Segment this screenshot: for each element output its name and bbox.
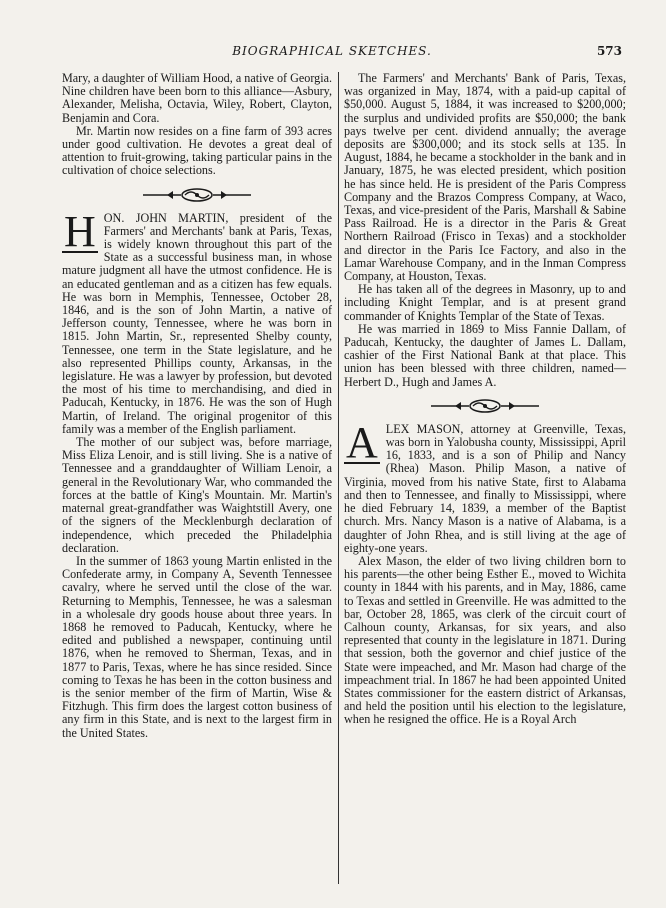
paragraph: Mary, a daughter of William Hood, a native of Georgia. Nine children have been born to this alliance—Asbury, Alexander, Melisha, Octavia, Wiley, Robert, Clayton, Benjamin and Cora. (62, 71, 333, 125)
subject-name: ON. JOHN MARTIN, (103, 211, 229, 225)
right-column (344, 72, 626, 727)
scroll-ornament-icon (137, 188, 257, 202)
paragraph: H ON. JOHN MARTIN, president of the Farmers' and Merchants' bank at Paris, Texas, is widely known throughout this part of the State as a successful business man, in whose mature judgment all have the utmost confidence. He is an educated gentleman and as a citizen has few equals. He was born in Memphis, Tennessee, October 28, 1846, and is the son of John Martin, a native of Jefferson county, Tennessee, where he was born in 1815. John Martin, Sr., represented Shelby county, Tennessee, one term in the State legislature, and he also represented Phillips county, Arkansas, in the legislature. He was a lawyer by profession, but devoted the most of his time to merchandising, and died in Paducah, Kentucky, in 1876. He was the son of Hugh Martin, of Ireland. The original progenitor of this family was a member of the English parliament. (62, 211, 332, 436)
subject-name: LEX MASON, (385, 422, 464, 436)
paragraph: The mother of our subject was, before marriage, Miss Eliza Lenoir, and is still living. She is a native of Tennessee and a granddaughter of William Lenoir, a general in the Revolutionary War, who commanded the forces at the battle of King's Mountain. Mr. Martin's maternal great-grandfather was Waightstill Avery, one of the signers of the Mecklenburgh declaration of independence, which preceded the Philadelphia declaration. (62, 435, 332, 555)
drop-cap: A (346, 422, 378, 467)
paragraph: In the summer of 1863 young Martin enlisted in the Confederate army, in Company A, Seventh Tennessee cavalry, where he served until the close of the war. Returning to Memphis, Tennessee, he was a salesman in a wholesale dry goods house about three years. In 1868 he removed to Paducah, Kentucky, where he edited and published a newspaper, continuing until 1876, when he removed to Sherman, Texas, and in 1877 to Paris, Texas, where he has since resided. Since coming to Texas he has been in the cotton business and is the senior member of the firm of Martin, Wise & Fitzhugh. This firm does the largest cotton business of any firm in this State, and is next to the largest firm in the United States. (62, 553, 332, 740)
paragraph: He has taken all of the degrees in Masonry, up to and including Knight Templar, and is at present grand commander of Knights Templar of the State of Texas. (344, 282, 626, 323)
running-title: BIOGRAPHICAL SKETCHES. (232, 44, 432, 58)
section-ornament (344, 389, 626, 423)
scroll-ornament-icon (425, 399, 545, 413)
biography-john-martin (62, 212, 332, 740)
paragraph: A LEX MASON, attorney at Greenville, Texas, was born in Yalobusha county, Mississippi, April 16, 1833, and is a son of Philip and Nancy (Rhea) Mason. Philip Mason, a native of Virginia, moved from his native State, first to Alabama and then to Tennessee, and finally to Mississippi, where he died February 14, 1839, a member of the Baptist church. Mrs. Nancy Mason is a native of Alabama, is a daughter of John Rhea, and is still living at the age of eighty-one years. (344, 422, 626, 555)
column-divider (338, 72, 339, 884)
paragraph: The Farmers' and Merchants' Bank of Paris, Texas, was organized in May, 1874, with a paid-up capital of $50,000. August 5, 1884, it was increased to $200,000; the surplus and undivided profits are $50,000; the bank pays twelve per cent. dividend annually; the average deposits are $300,000; and its stock sells at 135. In August, 1884, he became a stockholder in the bank and in January, 1875, he was elected president, which position he has since held. He is president of the Paris Compress Company and the Brazos Compress Company, at Waco, Texas, and vice-president of the Paris, Marshall & Sabine Pass Railroad. He is a director in the Paris & Great Northern Railroad (Frisco in Texas) and a stockholder and director in the Paris Ice Factory, and also in the Lamar Warehouse Company, and in the Inman Compress Company, at Houston, Texas. (344, 71, 626, 284)
paragraph: Alex Mason, the elder of two living children born to his parents—the other being Esther E., moved to Wichita county in 1844 with his parents, and in May, 1886, came to Texas and settled in Greenville. He was admitted to the bar, October 28, 1865, was clerk of the circuit court of Calhoun county, Arkansas, for six years, and also represented that county in the legislature in 1871. During that session, both the governor and chief justice of the State were impeached, and Mr. Mason had charge of the impeachment trial. In 1867 he had been appointed United States commissioner for the eastern district of Arkansas, and held the position until his election to the legislature, when he resigned the office. He is a Royal Arch (344, 553, 626, 727)
paragraph: He was married in 1869 to Miss Fannie Dallam, of Paducah, Kentucky, the daughter of James L. Dallam, cashier of the First National Bank at that place. This union has been blessed with three children, named—Herbert D., Hugh and James A. (344, 321, 626, 389)
page-number: 573 (596, 44, 622, 58)
drop-cap: H (64, 211, 96, 256)
section-ornament (62, 178, 332, 212)
left-column (62, 72, 332, 740)
running-header (42, 44, 622, 64)
paragraph: Mr. Martin now resides on a fine farm of 393 acres under good cultivation. He devotes a great deal of attention to fruit-growing, taking particular pains in the cultivation of choice selections. (62, 123, 332, 178)
biography-alex-mason (344, 423, 626, 727)
